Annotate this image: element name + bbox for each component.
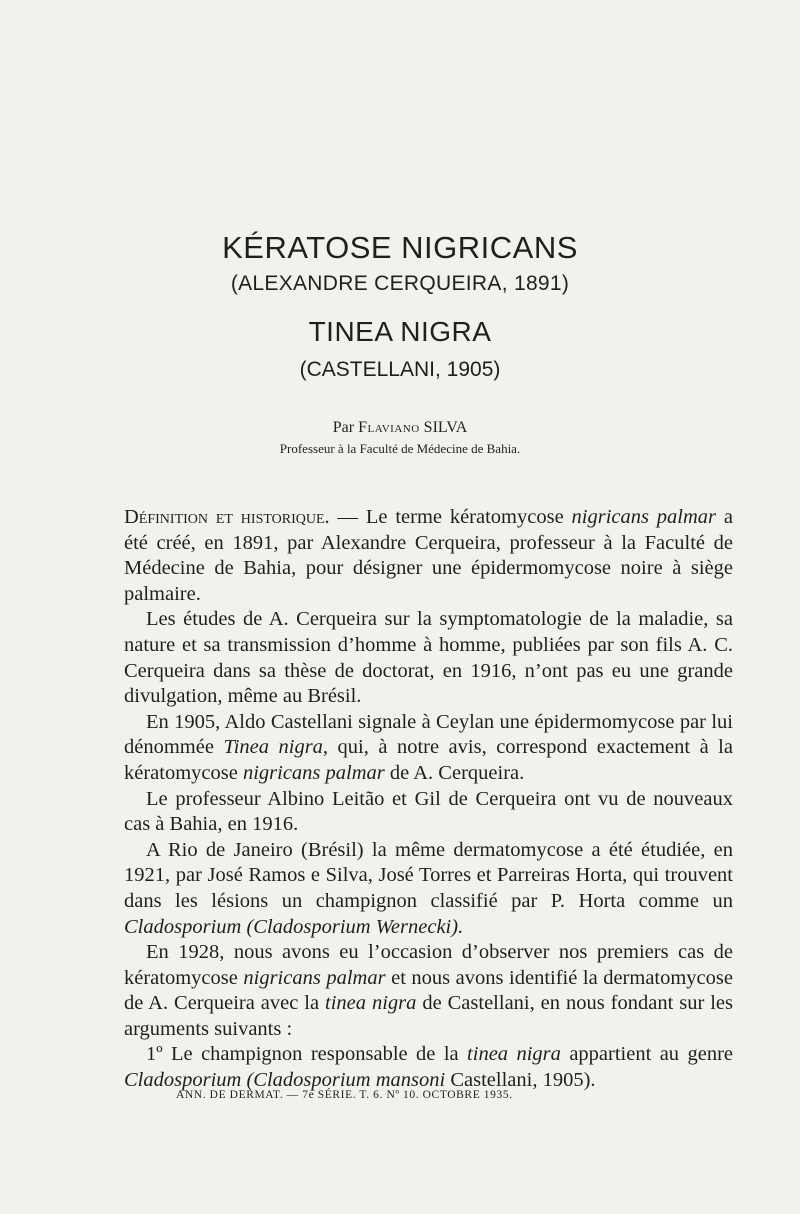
author-affiliation: Professeur à la Faculté de Médecine de Bahia. bbox=[279, 441, 521, 456]
author-last-name: SILVA bbox=[423, 419, 468, 436]
title-block bbox=[0, 228, 800, 386]
author-first-name: Flaviano bbox=[358, 419, 420, 436]
paragraph: En 1928, nous avons eu l’occasion d’observer nos premiers cas de kératomycose nigricans palmar et nous avons identifié la dermatomycose de A. Cerqueira avec la tinea nigra de Castellani, en nous fondant sur les arguments suivants : bbox=[124, 941, 733, 1040]
section-heading: Définition et historique. bbox=[124, 506, 330, 528]
alternate-title: TINEA NIGRA bbox=[308, 316, 492, 347]
main-title: KÉRATOSE NIGRICANS bbox=[222, 230, 578, 265]
main-title-attribution: (ALEXANDRE CERQUEIRA, 1891) bbox=[230, 272, 570, 295]
paragraph: En 1905, Aldo Castellani signale à Ceylan une épidermomycose par lui dénommée Tinea nigra, qui, à notre avis, correspond exactement à la kératomycose nigricans palmar de A. Cerqueira. bbox=[124, 710, 733, 784]
paragraph: Le professeur Albino Leitão et Gil de Cerqueira ont vu de nouveaux cas à Bahia, en 1916. bbox=[124, 787, 733, 836]
journal-citation-footer: ANN. DE DERMAT. — 7e SÉRIE. T. 6. Nº 10. OCTOBRE 1935. bbox=[176, 1089, 513, 1101]
author-line bbox=[0, 417, 800, 439]
author-prefix: Par bbox=[332, 419, 355, 436]
paragraph: A Rio de Janeiro (Brésil) la même dermatomycose a été étudiée, en 1921, par José Ramos e Silva, José Torres et Parreiras Horta, qui trouvent dans les lésions un champignon classifié par P. Horta comme un Cladosporium (Cladosporium Wernecki). bbox=[124, 838, 733, 938]
paragraph: Les études de A. Cerqueira sur la symptomatologie de la maladie, sa nature et sa transmission d’homme à homme, publiées par son fils A. C. Cerqueira dans sa thèse de doctorat, en 1916, n’ont pas eu une grande divulgation, même au Brésil. bbox=[124, 608, 733, 708]
paragraph: 1º Le champignon responsable de la tinea nigra appartient au genre Cladosporium (Cladosporium mansoni Castellani, 1905). bbox=[124, 1043, 733, 1092]
paragraph-definition: Définition et historique. — Le terme kératomycose nigricans palmar a été créé, en 1891, par Alexandre Cerqueira, professeur à la Faculté de Médecine de Bahia, pour désigner une épidermomycose noire à siège palmaire. bbox=[124, 506, 733, 605]
article-body bbox=[124, 505, 733, 1094]
alternate-title-attribution: (CASTELLANI, 1905) bbox=[299, 358, 501, 381]
